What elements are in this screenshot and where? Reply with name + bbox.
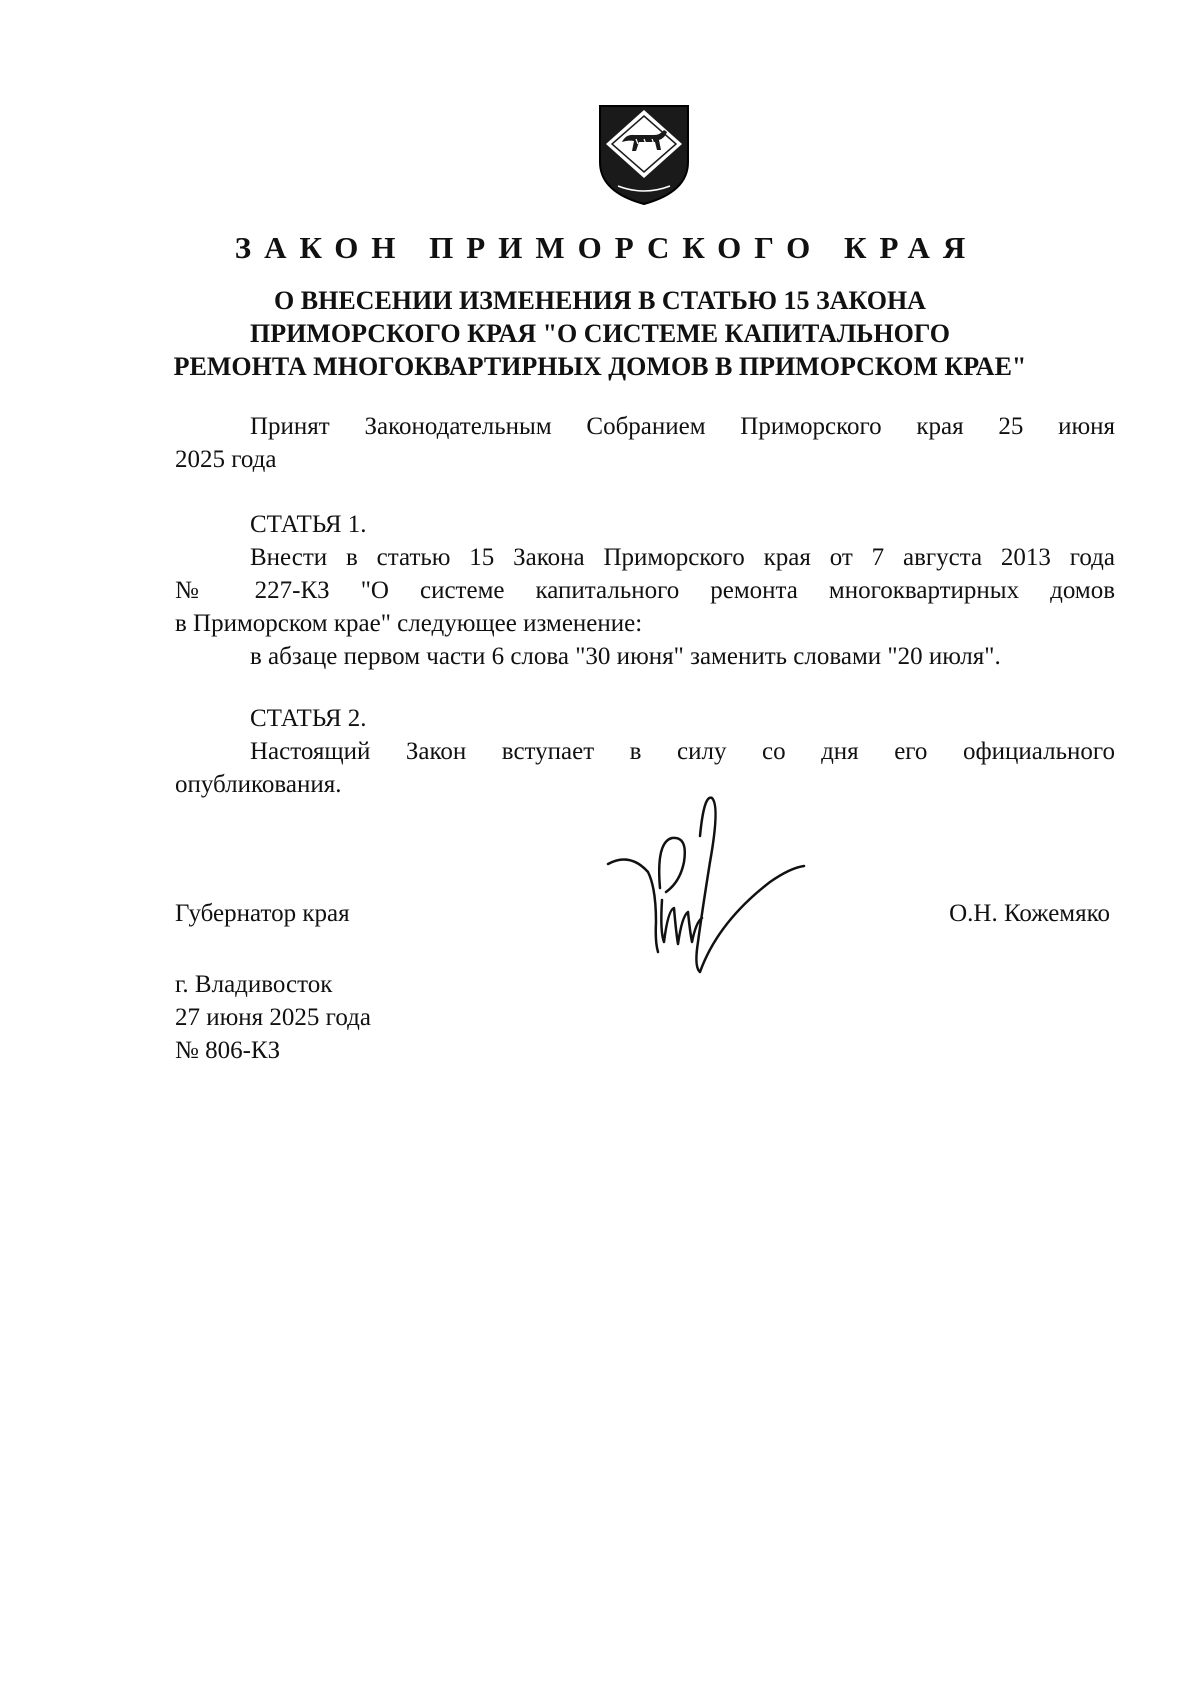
adoption-line: 2025 года — [175, 446, 277, 473]
article-heading: СТАТЬЯ 1. — [250, 511, 367, 538]
subtitle-line: ПРИМОРСКОГО КРАЯ "О СИСТЕМЕ КАПИТАЛЬНОГО — [250, 319, 950, 348]
article-line: в абзаце первом части 6 слова "30 июня" заменить словами "20 июля". — [250, 643, 1001, 670]
article-line: Внести в статью 15 Закона Приморского края от 7 августа 2013 года — [250, 544, 1115, 571]
law-title: ЗАКОН ПРИМОРСКОГО КРАЯ — [234, 230, 979, 265]
article-heading: СТАТЬЯ 2. — [250, 705, 367, 732]
article-line: в Приморском крае" следующее изменение: — [175, 610, 643, 637]
article-1 — [175, 508, 1115, 673]
signing-details — [175, 968, 371, 1067]
signing-date: 27 июня 2025 года — [175, 1004, 371, 1031]
subtitle-line: РЕМОНТА МНОГОКВАРТИРНЫХ ДОМОВ В ПРИМОРСКОМ КРАЕ" — [173, 352, 1027, 381]
law-subtitle — [120, 284, 1080, 383]
signatory-position: Губернатор края — [175, 900, 350, 927]
handwritten-signature-icon — [600, 792, 815, 982]
coat-of-arms-icon — [598, 104, 690, 206]
signing-city: г. Владивосток — [175, 971, 333, 998]
signatory-name: О.Н. Кожемяко — [949, 900, 1110, 927]
subtitle-line: О ВНЕСЕНИИ ИЗМЕНЕНИЯ В СТАТЬЮ 15 ЗАКОНА — [274, 286, 926, 315]
article-line: Настоящий Закон вступает в силу со дня его официального — [250, 738, 1115, 765]
article-2 — [175, 702, 1115, 801]
law-number: № 806-КЗ — [175, 1037, 281, 1064]
adoption-paragraph — [175, 410, 1115, 476]
article-line: № 227-КЗ "О системе капитального ремонта многоквартирных домов — [175, 577, 1115, 604]
adoption-line: Принят Законодательным Собранием Приморского края 25 июня — [250, 413, 1115, 440]
article-line: опубликования. — [175, 771, 342, 798]
